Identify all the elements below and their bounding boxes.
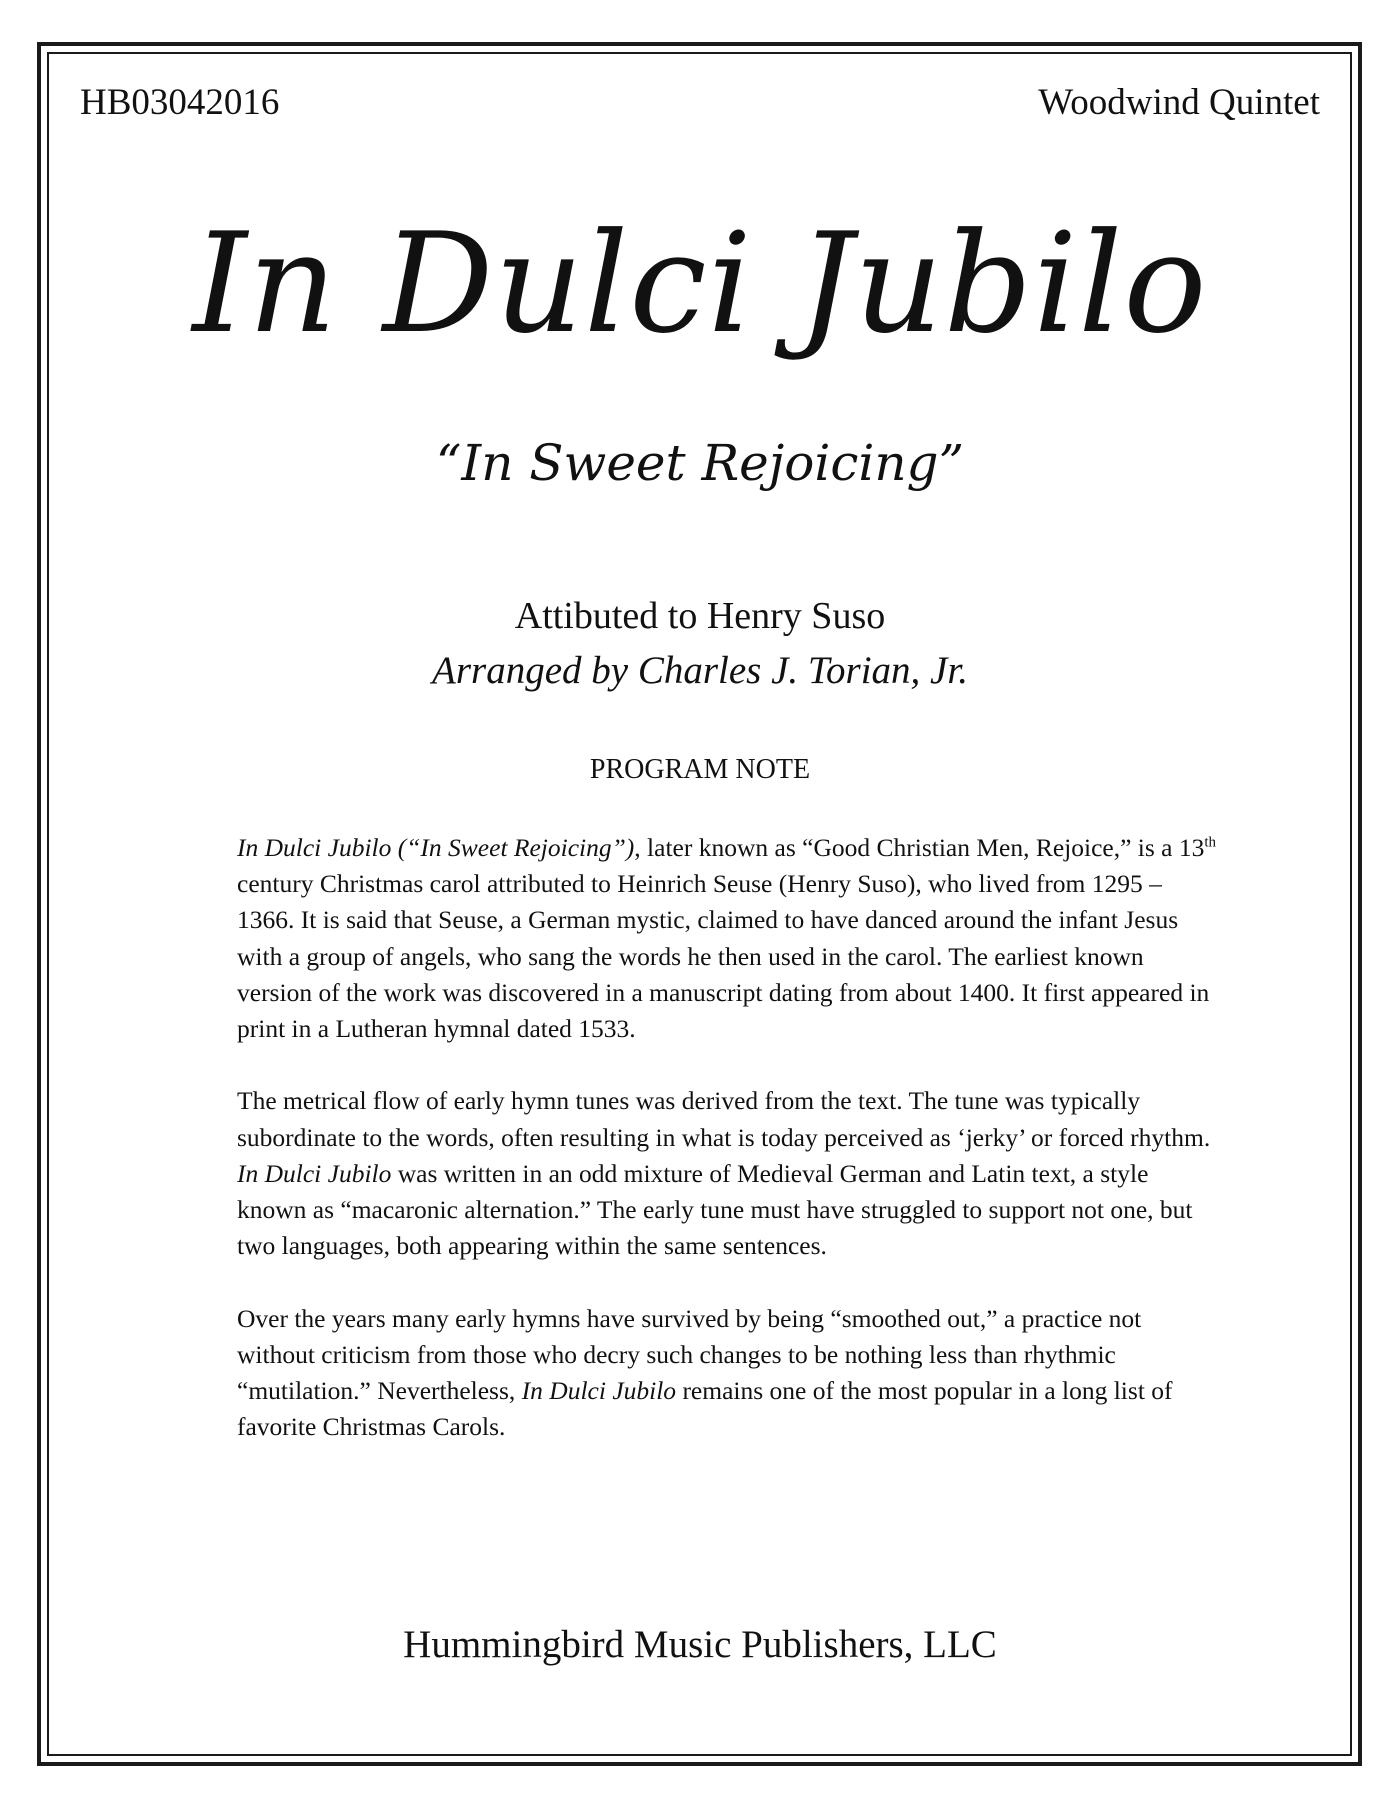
publisher-name: Hummingbird Music Publishers, LLC	[403, 1623, 997, 1666]
paragraph-1-text-b: century Christmas carol attributed to Heinrich Seuse (Henry Suso), who lived from 1295 – 1366. It is said that Seuse, a German mystic, claimed to have danced around the infant Jesus with a group of angels, who sang the words he then used in the carol. The earliest known version of the work was discovered in a manuscript dating from about 1400. It first appeared in print in a Lutheran hymnal dated 1533.	[237, 869, 1210, 1044]
ensemble-label: Woodwind Quintet	[1038, 82, 1320, 123]
paragraph-1-superscript: th	[1204, 834, 1217, 851]
paragraph-3-italic-title: In Dulci Jubilo	[521, 1376, 677, 1406]
program-note-body	[237, 830, 1222, 1482]
program-note-paragraph-3	[237, 1301, 1222, 1446]
paragraph-1-text-a: , later known as “Good Christian Men, Rejoice,” is a 13	[634, 833, 1205, 862]
paragraph-1-italic-lead: In Dulci Jubilo (“In Sweet Rejoicing”)	[237, 833, 635, 862]
page-subtitle: “In Sweet Rejoicing”	[435, 434, 965, 492]
paragraph-3-text-a: Over the years many early hymns have survived by being “smoothed out,” a practice not without criticism from those who decry such changes to be nothing less than rhythmic “mutilation.” Nevertheless,	[237, 1303, 1142, 1406]
catalog-number: HB03042016	[80, 82, 280, 123]
paragraph-2-italic-title: In Dulci Jubilo	[237, 1158, 392, 1188]
page-title: In Dulci Jubilo	[192, 203, 1208, 364]
program-note-paragraph-2	[237, 1083, 1222, 1264]
paragraph-3-text-b: remains one of the most popular in a long list of favorite Christmas Carols.	[237, 1376, 1173, 1442]
paragraph-2-text-b: was written in an odd mixture of Medieval German and Latin text, a style known as “macaronic alternation.” The early tune must have struggled to support not one, but two languages, both appearing within the same sentences.	[237, 1158, 1193, 1261]
paragraph-2-text-a: The metrical flow of early hymn tunes was derived from the text. The tune was typically subordinate to the words, often resulting in what is today perceived as ‘jerky’ or forced rhythm.	[237, 1086, 1211, 1152]
program-note-paragraph-1	[237, 830, 1222, 1047]
arranger-credit: Arranged by Charles J. Torian, Jr.	[432, 649, 968, 692]
composer-credit: Attibuted to Henry Suso	[514, 595, 886, 637]
program-note-heading: PROGRAM NOTE	[589, 754, 811, 785]
